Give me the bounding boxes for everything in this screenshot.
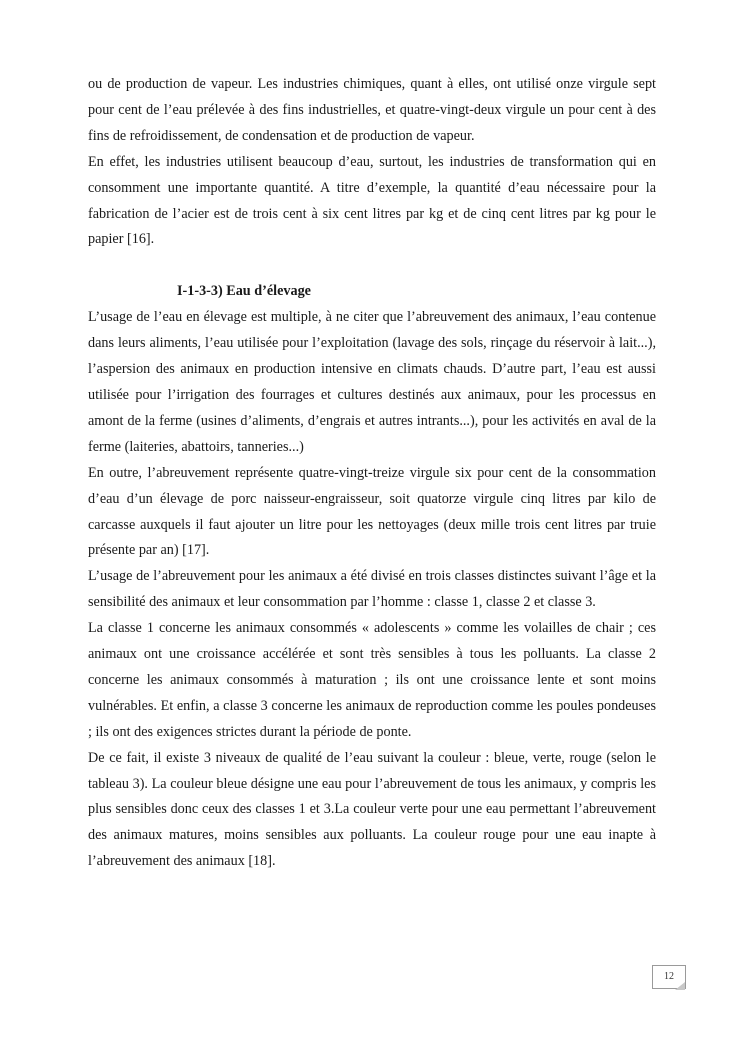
- paragraph-spacer: [88, 253, 656, 279]
- document-page: [88, 72, 656, 875]
- paragraph-water-quality-colors: De ce fait, il existe 3 niveaux de qualité de l’eau suivant la couleur : bleue, verte, rouge (selon le tableau 3). La couleur bleue désigne une eau pour l’abreuvement de tous les animaux, y compris les plus sensibles donc ceux des classes 1 et 3.La couleur verte pour une eau permettant l’abreuvement des animaux matures, moins sensibles aux polluants. La couleur rouge pour une eau inapte à l’abreuvement des animaux [18].: [88, 749, 656, 870]
- page-number: 12: [664, 971, 674, 982]
- paragraph-watering-classes: L’usage de l’abreuvement pour les animaux a été divisé en trois classes distinctes suivant l’âge et la sensibilité des animaux et leur consommation par l’homme : classe 1, classe 2 et classe 3.: [88, 568, 656, 611]
- paragraph-industrial-chemicals: ou de production de vapeur. Les industries chimiques, quant à elles, ont utilisé onze virgule sept pour cent de l’eau prélevée à des fins industrielles, et quatre-vingt-deux virgule un pour cent à des fins de refroidissement, de condensation et de production de vapeur.: [88, 76, 656, 144]
- paragraph-livestock-water-uses: L’usage de l’eau en élevage est multiple, à ne citer que l’abreuvement des animaux, l’eau contenue dans leurs aliments, l’eau utilisée pour l’exploitation (lavage des sols, rinçage du réservoir à lait...), l’aspersion des animaux en production intensive en climats chauds. D’autre part, l’eau est aussi utilisée pour l’irrigation des fourrages et cultures destinés aux animaux, pour les processus en amont de la ferme (usines d’aliments, d’engrais et autres intrants...), pour les activités en aval de la ferme (laiteries, abattoirs, tanneries...): [88, 309, 656, 455]
- section-heading: I-1-3-3) Eau d’élevage: [177, 283, 311, 300]
- paragraph-pig-farming: En outre, l’abreuvement représente quatre-vingt-treize virgule six pour cent de la consommation d’eau d’un élevage de porc naisseur-engraisseur, soit quatorze virgule cinq litres par kilo de carcasse auxquels il faut ajouter un litre pour les nettoyages (deux mille trois cent litres par truie présente par an) [17].: [88, 464, 656, 559]
- paragraph-industrial-usage: En effet, les industries utilisent beaucoup d’eau, surtout, les industries de transformation qui en consomment une importante quantité. A titre d’exemple, la quantité d’eau nécessaire pour la fabrication de l’acier est de trois cent à six cent litres par kg et de cinq cent litres par kg pour le papier [16].: [88, 153, 656, 248]
- page-number-box: [652, 965, 686, 989]
- paragraph-class-descriptions: La classe 1 concerne les animaux consommés « adolescents » comme les volailles de chair ; ces animaux ont une croissance accélérée et sont très sensibles à tous les polluants. La classe 2 concerne les animaux consommés à maturation ; ils ont une croissance lente et sont moins vulnérables. Et enfin, a classe 3 concerne les animaux de reproduction comme les poules pondeuses ; ils ont des exigences strictes durant la période de ponte.: [88, 620, 656, 740]
- folded-corner-icon: [675, 982, 685, 990]
